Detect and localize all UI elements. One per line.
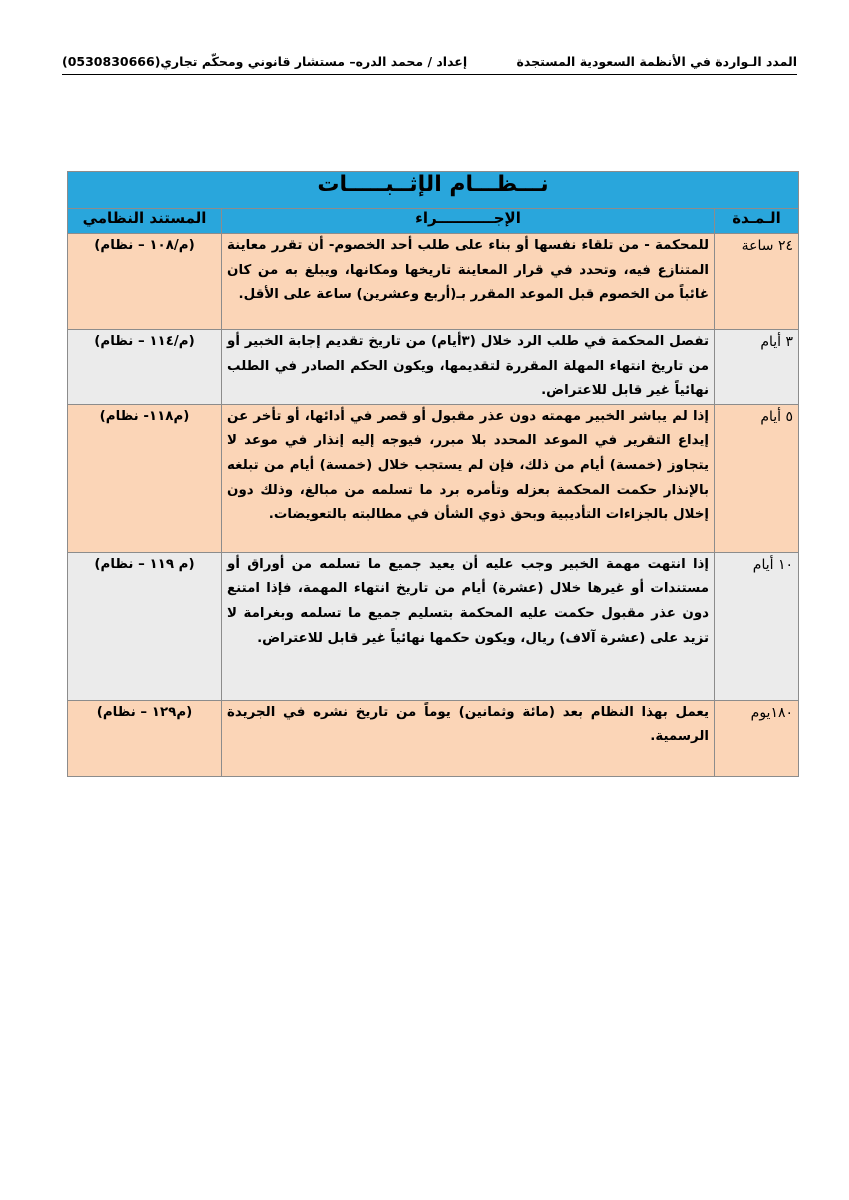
page-header xyxy=(62,50,797,72)
table-row xyxy=(68,330,799,405)
procedure-cell: يعمل بهذا النظام بعد (مائة وثمانين) يوماً من تاريخ نشره في الجريدة الرسمية. xyxy=(222,700,715,776)
procedure-cell: تفصل المحكمة في طلب الرد خلال (٣أيام) من تاريخ تقديم إجابة الخبير أو من تاريخ انتهاء المهلة المقررة لتقديمها، ويكون الحكم الصادر في الطلب نهائياً غير قابل للاعتراض. xyxy=(222,330,715,405)
duration-cell: ١٠ أيام xyxy=(715,552,799,700)
column-header-reference: المستند النظامي xyxy=(68,209,222,234)
reference-cell: (م/١٠٨ – نظام) xyxy=(68,234,222,330)
reference-cell: (م١١٨- نظام) xyxy=(68,404,222,552)
duration-cell: ١٨٠يوم xyxy=(715,700,799,776)
table-header-row xyxy=(68,209,799,234)
duration-cell: ٣ أيام xyxy=(715,330,799,405)
table-row xyxy=(68,552,799,700)
header-document-title: المدد الـواردة في الأنظمة السعودية المستجدة xyxy=(516,53,797,69)
table-row xyxy=(68,700,799,776)
reference-cell: (م١٢٩ – نظام) xyxy=(68,700,222,776)
table-title-row xyxy=(68,172,799,209)
table-title: نـــظـــام الإثــبـــــات xyxy=(68,172,799,209)
procedure-cell: إذا لم يباشر الخبير مهمته دون عذر مقبول أو قصر في أدائها، أو تأخر عن إيداع التقرير في الموعد المحدد بلا مبرر، فيوجه إليه إنذار في موعد لا يتجاوز (خمسة) أيام من ذلك، فإن لم يستجب خلال (خمسة) أيام من تبلغه بالإنذار حكمت المحكمة بعزله وتأمره برد ما تسلمه من مبالغ، وذلك دون إخلال بالجزاءات التأديبية وبحق ذوي الشأن في مطالبته بالتعويضات. xyxy=(222,404,715,552)
table-row xyxy=(68,234,799,330)
header-author-credit: إعداد / محمد الدره– مستشار قانوني ومحكّم تجاري(0530830666) xyxy=(62,53,468,69)
header-divider xyxy=(62,74,797,75)
column-header-procedure: الإجـــــــــــراء xyxy=(222,209,715,234)
evidence-law-durations-table xyxy=(67,171,799,777)
procedure-cell: للمحكمة - من تلقاء نفسها أو بناء على طلب أحد الخصوم- أن تقرر معاينة المتنازع فيه، وتحدد في قرار المعاينة تاريخها ومكانها، ويبلغ به من كان غائباً من الخصوم قبل الموعد المقرر بـ(أربع وعشرين) ساعة على الأقل. xyxy=(222,234,715,330)
duration-cell: ٢٤ ساعة xyxy=(715,234,799,330)
duration-cell: ٥ أيام xyxy=(715,404,799,552)
reference-cell: (م ١١٩ – نظام) xyxy=(68,552,222,700)
table-row xyxy=(68,404,799,552)
procedure-cell: إذا انتهت مهمة الخبير وجب عليه أن يعيد جميع ما تسلمه من أوراق أو مستندات أو غيرها خلال (عشرة) أيام من تاريخ انتهاء المهمة، فإذا امتنع دون عذر مقبول حكمت عليه المحكمة بتسليم جميع ما تسلمه وبغرامة لا تزيد على (عشرة آلاف) ريال، ويكون حكمها نهائياً غير قابل للاعتراض. xyxy=(222,552,715,700)
column-header-duration: الـمـدة xyxy=(715,209,799,234)
reference-cell: (م/١١٤ – نظام) xyxy=(68,330,222,405)
